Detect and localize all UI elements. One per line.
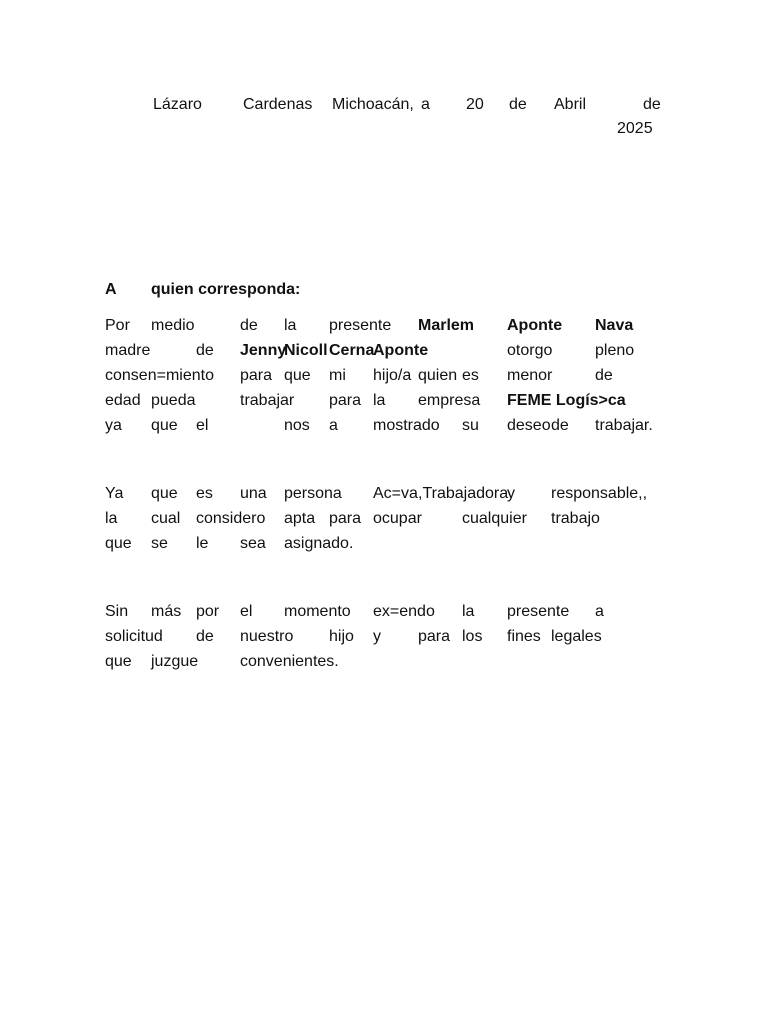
paragraph-word: pueda [151,392,196,409]
paragraph-word: Sin [105,603,129,620]
paragraph-word: solicitud [105,628,163,645]
paragraph-word: mi [329,367,346,384]
date-word: de [643,96,661,113]
paragraph-word: los [462,628,483,645]
paragraph-word: y [507,485,515,502]
paragraph-word: momento [284,603,351,620]
paragraph-word: Ac=va [373,485,418,502]
paragraph-word: edad [105,392,141,409]
paragraph-word: apta [284,510,316,527]
paragraph-word-bold: Aponte [373,342,429,359]
paragraph-word: consen=miento [105,367,214,384]
paragraph-word: el [240,603,253,620]
paragraph-word: que [105,535,132,552]
paragraph-word: medio [151,317,195,334]
paragraph-word: para [418,628,451,645]
paragraph-word: empresa [418,392,481,409]
date-word: de [509,96,527,113]
paragraph-word: Por [105,317,130,334]
paragraph-word-bold: Marlem [418,317,475,334]
paragraph-word: para [329,510,362,527]
salutation-word: quien corresponda: [151,281,301,298]
paragraph-word: hijo/a [373,367,412,384]
paragraph-word: que [151,417,178,434]
paragraph-word: ex=endo [373,603,435,620]
paragraph-word: cualquier [462,510,527,527]
paragraph-word: su [462,417,479,434]
paragraph-word: Ya [105,485,124,502]
paragraph-word: madre [105,342,151,359]
paragraph-word-bold: Cerna [329,342,375,359]
paragraph-word: es [196,485,213,502]
paragraph-word: pleno [595,342,635,359]
paragraph-word: ocupar [373,510,422,527]
paragraph-word: por [196,603,220,620]
paragraph-word-bold: Nava [595,317,634,334]
paragraph-word: legales [551,628,602,645]
paragraph-word: ya [105,417,122,434]
date-word: a [421,96,430,113]
paragraph-word: nuestro [240,628,294,645]
paragraph-word: la [284,317,297,334]
paragraph-word: sea [240,535,266,552]
paragraph-word: trabajo [551,510,600,527]
paragraph-word: de [196,342,214,359]
paragraph-word: la [462,603,475,620]
paragraph-word: de [240,317,258,334]
paragraph-word: la [105,510,118,527]
company-name: FEME Logís>ca [507,392,626,409]
date-word: Michoacán, [332,96,414,113]
paragraph-word: responsable,, [551,485,648,502]
paragraph-word: quien [418,367,458,384]
paragraph-word: más [151,603,182,620]
date-word: Lázaro [153,96,202,113]
paragraph-word: para [240,367,273,384]
paragraph-word: cual [151,510,181,527]
paragraph-word: a [595,603,604,620]
paragraph-word: es [462,367,479,384]
paragraph-word: se [151,535,168,552]
paragraph-word: ,Trabajadora [418,485,509,502]
date-word: Abril [554,96,587,113]
paragraph-word: juzgue [151,653,199,670]
paragraph-word-bold: Aponte [507,317,563,334]
paragraph-word: de [196,628,214,645]
paragraph-word: de [595,367,613,384]
paragraph-word: otorgo [507,342,553,359]
date-word: Cardenas [243,96,313,113]
paragraph-word: presente [507,603,570,620]
paragraph-word-bold: Nicoll [284,342,328,359]
paragraph-word: persona [284,485,342,502]
paragraph-word: trabajar [240,392,295,409]
paragraph-word: el [196,417,209,434]
salutation-word: A [105,281,117,298]
paragraph-word: asignado. [284,535,354,552]
paragraph-word: mostrado [373,417,440,434]
paragraph-word: fines [507,628,541,645]
paragraph-word: que [284,367,311,384]
paragraph-word: convenientes. [240,653,339,670]
paragraph-word: de [551,417,569,434]
paragraph-word: menor [507,367,553,384]
date-year: 2025 [617,120,653,137]
paragraph-word: deseo [507,417,551,434]
paragraph-word: una [240,485,267,502]
paragraph-word: trabajar. [595,417,653,434]
paragraph-word-bold: Jenny [240,342,287,359]
paragraph-word: nos [284,417,310,434]
paragraph-word: presente [329,317,392,334]
date-word: 20 [466,96,484,113]
paragraph-word: que [105,653,132,670]
paragraph-word: la [373,392,386,409]
paragraph-word: y [373,628,381,645]
paragraph-word: a [329,417,338,434]
paragraph-word: considero [196,510,266,527]
paragraph-word: que [151,485,178,502]
paragraph-word: para [329,392,362,409]
paragraph-word: le [196,535,209,552]
paragraph-word: hijo [329,628,354,645]
